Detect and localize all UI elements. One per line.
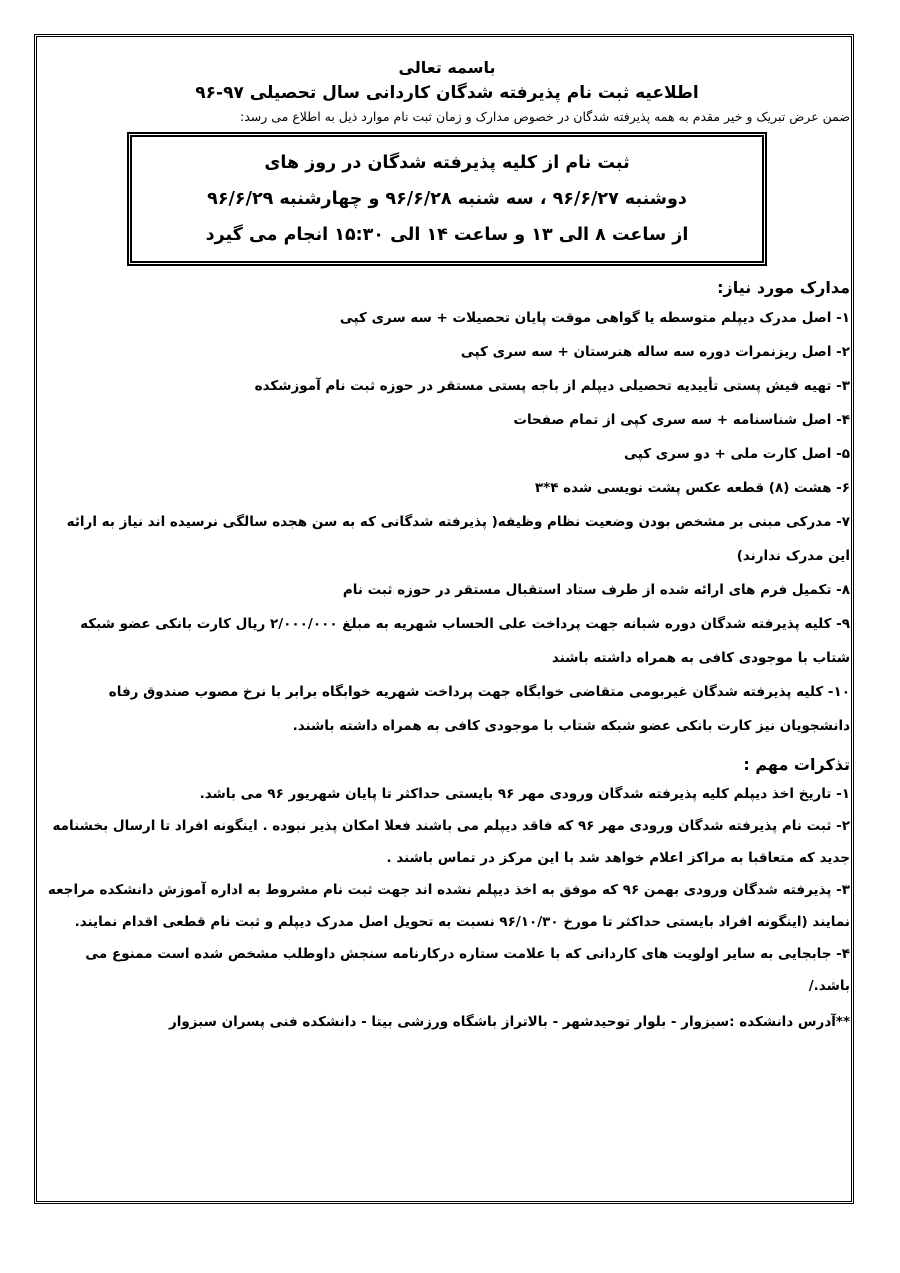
list-item: ۷- مدرکی مبنی بر مشخص بودن وضعیت نظام وظیفه( پذیرفته شدگانی که به سن هجده سالگی نرسیده اند نیاز به ارائه این مدرک ندارند): [66, 514, 850, 564]
list-item: ۹- کلیه پذیرفته شدگان دوره شبانه جهت پرداخت علی الحساب شهریه به مبلغ ۲/۰۰۰/۰۰۰ ریال کارت بانکی عضو شبکه شتاب با موجودی کافی به همراه داشته باشند: [80, 616, 850, 666]
note-item: ۲- ثبت نام پذیرفته شدگان ورودی مهر ۹۶ که فاقد دیپلم می باشند فعلا امکان پذیر نبوده . اینگونه افراد تا ارسال بخشنامه جدید که متعاقبا به مراکز اعلام خواهد شد با این مرکز در تماس باشند .: [52, 818, 850, 866]
basmala: باسمه تعالی: [398, 58, 496, 77]
note-item: ۴- جابجایی به سایر اولویت های کاردانی که با علامت ستاره درکارنامه سنجش داوطلب مشخص شده است ممنوع می باشد./: [85, 946, 850, 994]
schedule-box: [127, 132, 767, 266]
announcement-page: [44, 50, 850, 1038]
list-item: ۸- تکمیل فرم های ارائه شده از طرف ستاد استقبال مستقر در حوزه ثبت نام: [342, 582, 850, 598]
note-item: ۳- پذیرفته شدگان ورودی بهمن ۹۶ که موفق به اخذ دیپلم نشده اند جهت ثبت نام مشروط به اداره آموزش دانشکده مراجعه نمایند (اینگونه افراد بایستی حداکثر تا مورخ ۹۶/۱۰/۳۰ نسبت به تحویل اصل مدرک دیپلم و ثبت نام قطعی اقدام نمایند.: [47, 882, 850, 930]
notes-list: [44, 778, 850, 1002]
schedule-line-3: از ساعت ۸ الی ۱۳ و ساعت ۱۴ الی ۱۵:۳۰ انجام می گیرد: [205, 225, 689, 245]
list-item: ۴- اصل شناسنامه + سه سری کپی از تمام صفحات: [513, 412, 850, 428]
list-item: ۲- اصل ریزنمرات دوره سه ساله هنرستان + سه سری کپی: [460, 344, 850, 360]
intro-text: ضمن عرض تبریک و خیر مقدم به همه پذیرفته شدگان در خصوص مدارک و زمان ثبت نام موارد ذیل به اطلاع می رسد:: [239, 109, 850, 124]
address-text: **آدرس دانشکده :سبزوار - بلوار توحیدشهر - بالاتراز باشگاه ورزشی بیتا - دانشکده فنی پسران سبزوار: [168, 1014, 850, 1030]
list-item: ۵- اصل کارت ملی + دو سری کپی: [624, 446, 850, 462]
note-item: ۱- تاریخ اخذ دیپلم کلیه پذیرفته شدگان ورودی مهر ۹۶ بایستی حداکثر تا پایان شهریور ۹۶ می باشد.: [199, 786, 850, 802]
list-item: ۱۰- کلیه پذیرفته شدگان غیربومی متقاضی خوابگاه جهت پرداخت شهریه خوابگاه برابر با نرخ مصوب صندوق رفاه دانشجویان نیز کارت بانکی عضو شبکه شتاب با موجودی کافی به همراه داشته باشند.: [108, 684, 850, 734]
documents-list: [44, 301, 850, 743]
list-item: ۱- اصل مدرک دیپلم متوسطه یا گواهی موقت پایان تحصیلات + سه سری کپی: [339, 310, 850, 326]
list-item: ۳- تهیه فیش پستی تأییدیه تحصیلی دیپلم از باجه پستی مستقر در حوزه ثبت نام آموزشکده: [254, 378, 850, 394]
page-title: اطلاعیه ثبت نام پذیرفته شدگان کاردانی سال تحصیلی ۹۷-۹۶: [195, 83, 699, 103]
schedule-line-1: ثبت نام از کلیه پذیرفته شدگان در روز های: [264, 153, 630, 173]
notes-heading: تذکرات مهم :: [743, 755, 850, 774]
list-item: ۶- هشت (۸) قطعه عکس پشت نویسی شده ۴*۳: [534, 480, 850, 496]
documents-heading: مدارک مورد نیاز:: [717, 278, 850, 297]
schedule-line-2: دوشنبه ۹۶/۶/۲۷ ، سه شنبه ۹۶/۶/۲۸ و چهارشنبه ۹۶/۶/۲۹: [207, 189, 687, 209]
